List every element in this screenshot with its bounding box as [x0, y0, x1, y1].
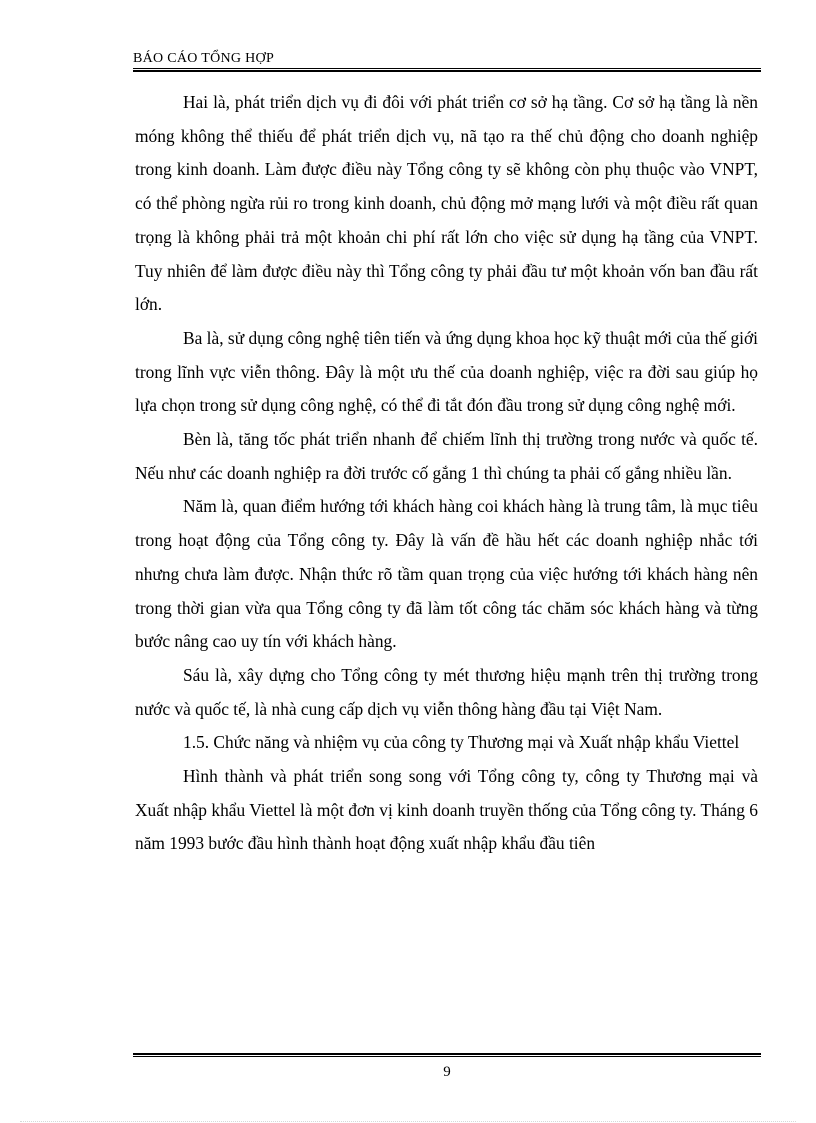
page-number: 9 — [443, 1064, 451, 1080]
page-header — [133, 50, 761, 68]
paragraph-ba-la: Ba là, sử dụng công nghệ tiên tiến và ứng dụng khoa học kỹ thuật mới của thế giới trong lĩnh vực viễn thông. Đây là một ưu thế của doanh nghiệp, việc ra đời sau giúp họ lựa chọn trong sử dụng công nghệ, có thể đi tắt đón đầu trong sử dụng công nghệ mới. — [135, 327, 758, 416]
paragraph-sau-la: Sáu là, xây dựng cho Tổng công ty mét thương hiệu mạnh trên thị trường trong nước và quốc tế, là nhà cung cấp dịch vụ viễn thông hàng đầu tại Việt Nam. — [135, 664, 758, 719]
paragraph-hai-la: Hai là, phát triển dịch vụ đi đôi với phát triển cơ sở hạ tầng. Cơ sở hạ tầng là nền móng không thể thiếu để phát triển dịch vụ, nã tạo ra thế chủ động cho doanh nghiệp trong kinh doanh. Làm được điều này Tổng công ty sẽ không còn phụ thuộc vào VNPT, có thể phòng ngừa rủi ro trong kinh doanh, chủ động mở mạng lưới và một điều rất quan trọng là không phải trả một khoản chi phí rất lớn cho việc sử dụng hạ tầng của VNPT. Tuy nhiên để làm được điều này thì Tổng công ty phải đầu tư một khoản vốn ban đầu rất lớn. — [135, 92, 758, 315]
document-body — [135, 86, 758, 861]
section-heading-1-5: 1.5. Chức năng và nhiệm vụ của công ty Thương mại và Xuất nhập khẩu Viettel — [183, 732, 740, 753]
paragraph-nam-la: Năm là, quan điểm hướng tới khách hàng coi khách hàng là trung tâm, là mục tiêu trong hoạt động của Tổng công ty. Đây là vấn đề hầu hết các doanh nghiệp nhắc tới nhưng chưa làm được. Nhận thức rõ tầm quan trọng của việc hướng tới khách hàng nên trong thời gian vừa qua Tổng công ty đã làm tốt công tác chăm sóc khách hàng và từng bước nâng cao uy tín với khách hàng. — [135, 496, 758, 652]
paragraph-ben-la: Bèn là, tăng tốc phát triển nhanh để chiếm lĩnh thị trường trong nước và quốc tế. Nếu như các doanh nghiệp ra đời trước cố gắng 1 thì chúng ta phải cố gắng nhiều lần. — [135, 429, 758, 483]
header-double-rule — [133, 68, 761, 72]
footer-double-rule — [133, 1053, 761, 1057]
paragraph-hinh-thanh: Hình thành và phát triển song song với Tổng công ty, công ty Thương mại và Xuất nhập khẩu Viettel là một đơn vị kinh doanh truyền thống của Tổng công ty. Tháng 6 năm 1993 bước đầu hình thành hoạt động xuất nhập khẩu đầu tiên — [135, 766, 758, 854]
header-title: BÁO CÁO TỔNG HỢP — [133, 51, 275, 66]
page-edge-divider — [20, 1121, 796, 1122]
